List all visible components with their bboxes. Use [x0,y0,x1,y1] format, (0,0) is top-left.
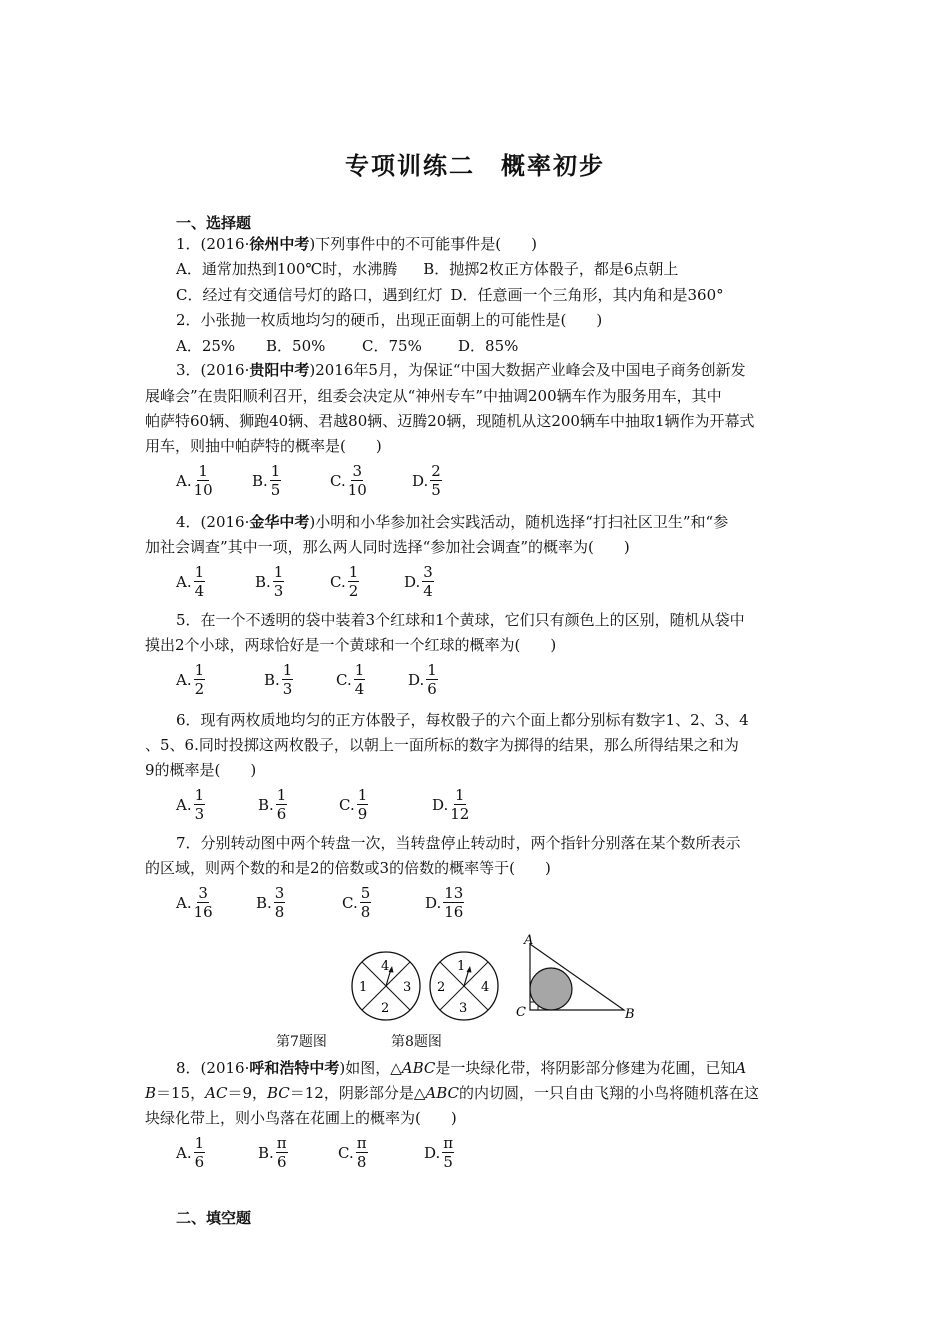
fraction [282,661,294,698]
fraction [276,786,288,823]
q5-option-b-label: B. [264,670,280,689]
q8-option-d [424,1134,454,1171]
q6-option-a-label: A. [176,795,192,814]
q8-option-b-label: B. [258,1143,274,1162]
denominator: 6 [194,1153,205,1171]
numerator: 1 [357,786,368,804]
fraction [354,661,366,698]
q8-option-a [176,1134,205,1171]
q5-option-a [176,661,205,698]
fraction [194,661,206,698]
numerator: 1 [270,462,281,480]
denominator: 6 [427,680,437,698]
spinner1-sector-left: 1 [359,980,368,995]
q4-option-d [404,563,434,600]
spinner2-sector-right: 4 [481,980,490,995]
q1-option-c: C．经过有交通信号灯的路口，遇到红灯 [176,286,443,304]
q2-option-c: C．75% [362,337,422,355]
q3-stem-line4: 用车，则抽中帕萨特的概率是( ) [145,437,382,455]
q8-option-d-label: D. [424,1143,441,1162]
denominator: 2 [194,680,205,698]
q3-option-b-label: B. [252,471,268,490]
fraction [194,462,213,499]
q8-option-a-label: A. [176,1143,192,1162]
q6-stem-line2: 、5、6.同时投掷这两枚骰子，以朝上一面所标的数字为掷得的结果，那么所得结果之和为 [145,736,739,754]
q2-stem: 2．小张抛一枚质地均匀的硬币，出现正面朝上的可能性是( ) [176,311,603,329]
q5-option-c [336,661,365,698]
numerator: 1 [194,563,205,581]
numerator: π [443,1134,454,1152]
denominator: 8 [274,903,285,921]
fraction [194,884,213,921]
q2-option-a: A．25% [176,337,236,355]
q3-stem-line3: 帕萨特60辆、狮跑40辆、君越80辆、迈腾20辆，现随机从这200辆车中抽取1辆作为开幕式 [145,412,755,430]
denominator: 3 [282,680,293,698]
q4-stem-line1: 4．(2016·金华中考)小明和小华参加社会实践活动，随机选择“打扫社区卫生”和“参 [176,513,729,531]
denominator: 9 [357,805,368,823]
q7-option-c-label: C. [342,893,358,912]
denominator: 12 [450,805,470,823]
denominator: 16 [193,903,213,921]
fraction [360,884,372,921]
q5-option-c-label: C. [336,670,352,689]
denominator: 3 [273,582,284,600]
section-heading-fill: 二、填空题 [176,1209,252,1227]
denominator: 4 [354,680,365,698]
triangle-figure [512,932,642,1024]
q4-option-a-label: A. [176,572,192,591]
q1-stem: 1．(2016·徐州中考)下列事件中的不可能事件是( ) [176,235,537,253]
q1-options-cd [176,283,836,307]
q3-option-c [330,462,367,499]
numerator: 5 [360,884,371,902]
q5-stem-line1: 5．在一个不透明的袋中装着3个红球和1个黄球，它们只有颜色上的区别，随机从袋中 [176,611,745,629]
q8-stem-line2: B＝15，AC＝9，BC＝12，阴影部分是△ABC的内切圆，一只自由飞翔的小鸟将随机落在这 [145,1084,760,1102]
q5-option-d [408,661,438,698]
q1-source: 徐州中考 [249,235,310,253]
q7-option-b [256,884,285,921]
denominator: 5 [431,481,441,499]
denominator: 4 [423,582,433,600]
fraction [430,462,442,499]
spinner2-sector-bottom: 3 [459,1001,468,1016]
q3-stem-line1: 3．(2016·贵阳中考)2016年5月，为保证“中国大数据产业峰会及中国电子商务创新发 [176,361,746,379]
vertex-c-label: C [516,1005,526,1020]
q7-option-d-label: D. [425,893,442,912]
denominator: 6 [276,1153,287,1171]
q3-option-a [176,462,213,499]
q7-option-a [176,884,213,921]
q7-stem-line2: 的区域，则两个数的和是2的倍数或3的倍数的概率等于( ) [145,859,551,877]
q3-option-d-label: D. [412,471,429,490]
fraction [442,1134,454,1171]
q7-option-a-label: A. [176,893,192,912]
q4-option-a [176,563,205,600]
fraction [356,1134,368,1171]
page-title: 专项训练二 概率初步 [345,152,605,180]
fraction [276,1134,288,1171]
q2-options [176,334,836,358]
numerator: 1 [427,661,437,679]
q5-option-b [264,661,293,698]
numerator: 2 [431,462,441,480]
fraction [273,563,285,600]
denominator: 10 [347,481,367,499]
fraction [426,661,438,698]
numerator: 3 [274,884,285,902]
figure-caption-8: 第8题图 [391,1034,442,1050]
numerator: 3 [423,563,433,581]
fraction [348,462,367,499]
numerator: 1 [348,563,359,581]
numerator: π [276,1134,287,1152]
q6-option-c-label: C. [339,795,355,814]
denominator: 2 [348,582,359,600]
vertex-b-label: B [625,1007,635,1022]
denominator: 10 [193,481,213,499]
fraction [194,1134,206,1171]
q3-source: 贵阳中考 [249,361,310,379]
q7-option-d [425,884,464,921]
q4-option-b [255,563,284,600]
numerator: 3 [198,884,208,902]
q5-option-d-label: D. [408,670,425,689]
q6-option-c [339,786,368,823]
spinner1-sector-bottom: 2 [381,1001,390,1016]
q1-option-a: A．通常加热到100℃时，水沸腾 [176,260,398,278]
q2-option-d: D．85% [458,337,519,355]
spinner2-sector-top: 1 [457,959,466,974]
q3-stem-line2: 展峰会”在贵阳顺利召开，组委会决定从“神州专车”中抽调200辆车作为服务用车，其中 [145,387,722,405]
spinner-figure-left [350,950,422,1022]
fraction [450,786,469,823]
q3-option-c-label: C. [330,471,346,490]
q7-option-c [342,884,371,921]
spinner1-sector-right: 3 [403,980,412,995]
fraction [443,884,464,921]
q1-option-b: B．抛掷2枚正方体骰子，都是6点朝上 [423,260,679,278]
q6-stem-line3: 9的概率是( ) [145,761,257,779]
q2-option-b: B．50% [266,337,326,355]
numerator: 3 [352,462,363,480]
q8-option-c [338,1134,368,1171]
denominator: 5 [270,481,281,499]
fraction [422,563,434,600]
q7-option-b-label: B. [256,893,272,912]
denominator: 3 [194,805,205,823]
q8-option-b [258,1134,288,1171]
fraction [348,563,360,600]
q4-source: 金华中考 [249,513,310,531]
figure-caption-7: 第7题图 [276,1034,327,1050]
denominator: 16 [444,903,464,921]
spinner1-sector-top: 4 [381,959,390,974]
denominator: 8 [360,903,371,921]
q5-stem-line2: 摸出2个小球，两球恰好是一个黄球和一个红球的概率为( ) [145,636,557,654]
numerator: 1 [273,563,284,581]
numerator: π [356,1134,367,1152]
numerator: 1 [455,786,465,804]
q6-option-a [176,786,205,823]
q8-option-c-label: C. [338,1143,354,1162]
spinner2-sector-left: 2 [437,980,446,995]
q4-option-c-label: C. [330,572,346,591]
fraction [270,462,282,499]
numerator: 1 [194,1134,205,1152]
denominator: 8 [356,1153,367,1171]
q8-stem-line3: 块绿化带上，则小鸟落在花圃上的概率为( ) [145,1109,457,1127]
fraction [194,563,206,600]
q8-stem-line1: 8．(2016·呼和浩特中考)如图，△ABC是一块绿化带，将阴影部分修建为花圃，已知A [176,1059,747,1077]
q7-stem-line1: 7．分别转动图中两个转盘一次，当转盘停止转动时，两个指针分别落在某个数所表示 [176,834,741,852]
denominator: 5 [443,1153,453,1171]
vertex-a-label: A [524,933,534,948]
numerator: 1 [198,462,208,480]
numerator: 1 [276,786,287,804]
denominator: 4 [194,582,205,600]
q3-option-d [412,462,442,499]
q6-option-b-label: B. [258,795,274,814]
q4-stem-line2: 加社会调查”其中一项，那么两人同时选择“参加社会调查”的概率为( ) [145,538,630,556]
numerator: 1 [194,786,205,804]
q6-stem-line1: 6．现有两枚质地均匀的正方体骰子，每枚骰子的六个面上都分别标有数字1、2、3、4 [176,711,749,729]
section-heading-choice: 一、选择题 [176,214,252,232]
q6-option-b [258,786,287,823]
q4-option-d-label: D. [404,572,421,591]
numerator: 1 [282,661,293,679]
numerator: 13 [444,884,464,902]
fraction [357,786,369,823]
q6-option-d [432,786,469,823]
incircle [530,968,572,1010]
q8-source: 呼和浩特中考 [249,1059,340,1077]
fraction [274,884,286,921]
q4-option-c [330,563,359,600]
q1-option-d: D．任意画一个三角形，其内角和是360° [450,286,724,304]
q6-option-d-label: D. [432,795,449,814]
q1-options-ab [176,257,836,281]
fraction [194,786,206,823]
q4-option-b-label: B. [255,572,271,591]
numerator: 1 [194,661,205,679]
denominator: 6 [276,805,287,823]
spinner-figure-right [428,950,500,1022]
q3-option-b [252,462,281,499]
q3-option-a-label: A. [176,471,192,490]
numerator: 1 [354,661,365,679]
q5-option-a-label: A. [176,670,192,689]
